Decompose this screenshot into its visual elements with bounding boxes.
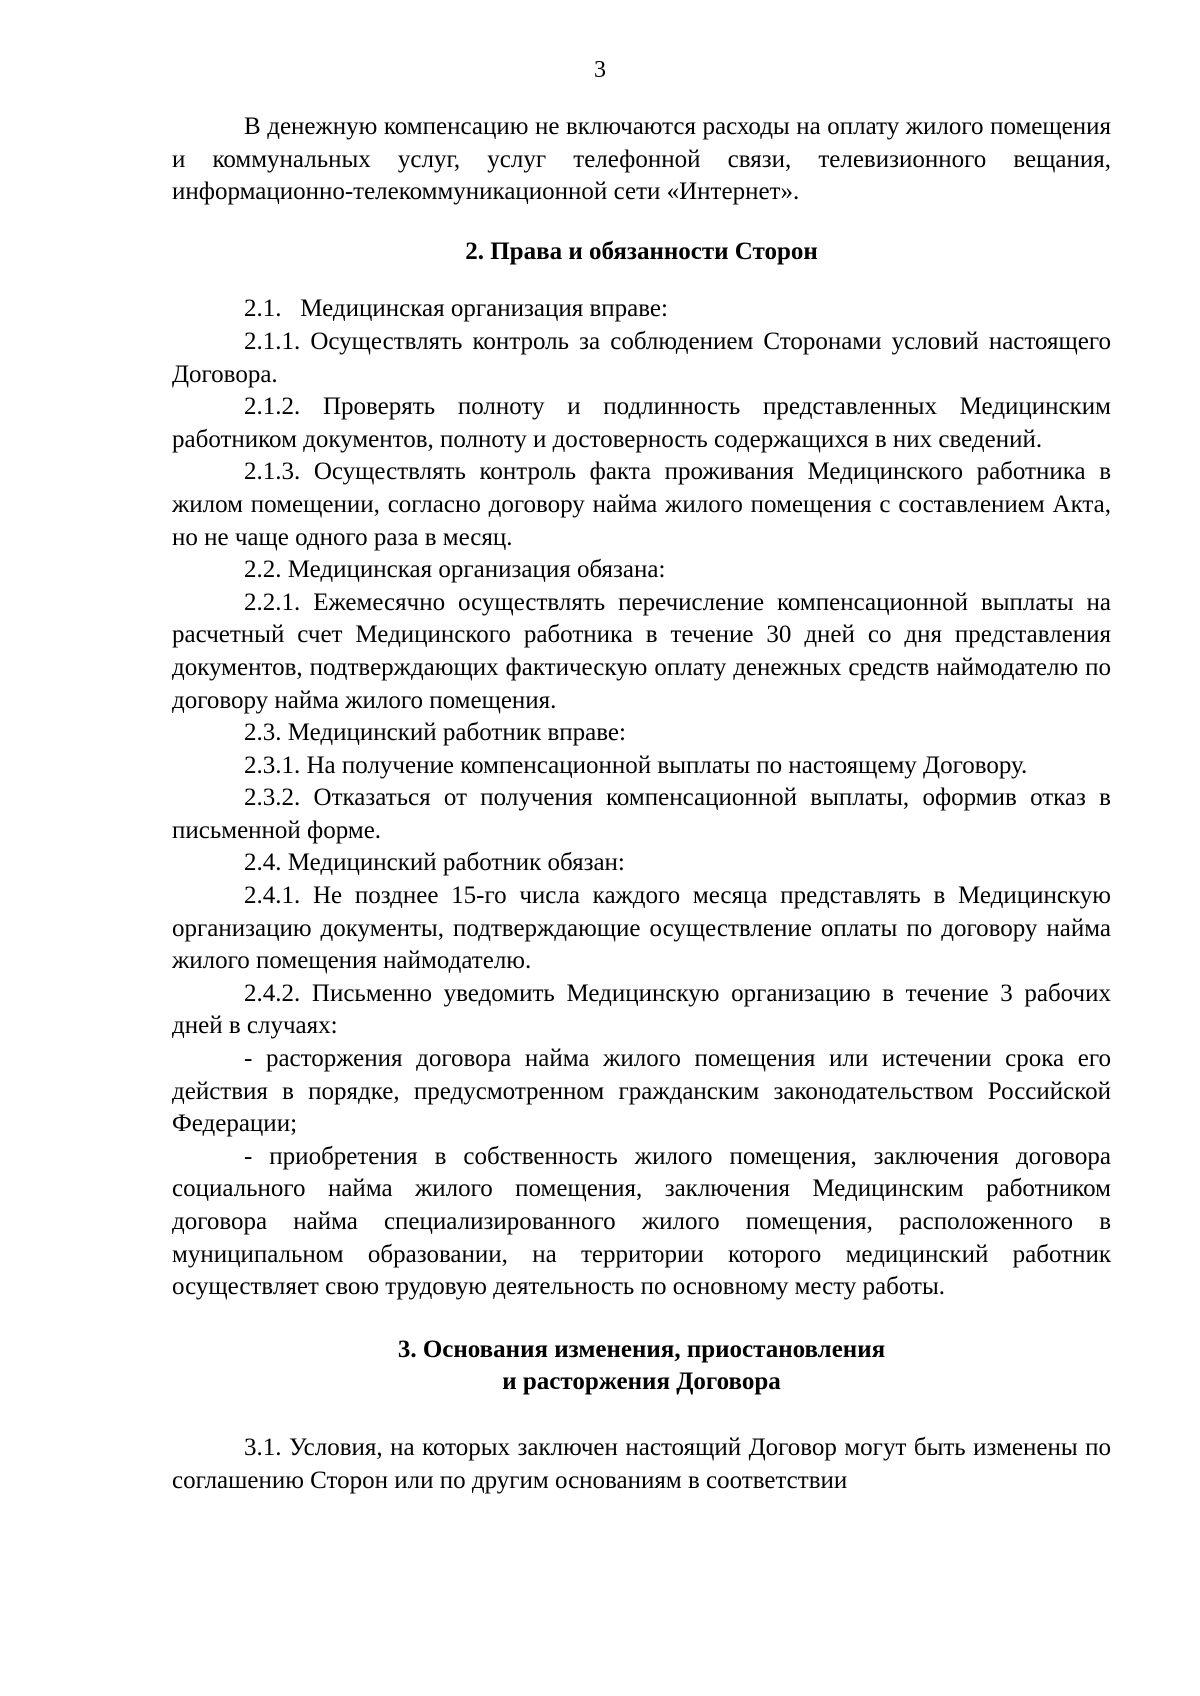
clause-2-3-2: 2.3.2. Отказаться от получения компенсационной выплаты, оформив отказ в письменной форме. — [172, 784, 1111, 844]
section-2-title: 2. Права и обязанности Сторон — [465, 237, 818, 265]
clause-2-3: 2.3. Медицинский работник вправе: — [244, 719, 626, 747]
clause-2-2: 2.2. Медицинская организация обязана: — [244, 556, 666, 584]
clause-2-1-1: 2.1.1. Осуществлять контроль за соблюдением Сторонами условий настоящего Договора. — [172, 327, 1111, 388]
section-3-title — [172, 1334, 1111, 1399]
clause-2-1-3: 2.1.3. Осуществлять контроль факта проживания Медицинского работника в жилом помещении, согласно договору найма жилого помещения с составлением Акта, но не чаще одного раза в месяц. — [172, 458, 1111, 551]
clause-2-1: 2.1. Медицинская организация вправе: — [244, 295, 668, 323]
page-number: 3 — [594, 57, 606, 83]
clause-2-4-2: 2.4.2. Письменно уведомить Медицинскую организацию в течение 3 рабочих дней в случаях: — [172, 979, 1111, 1040]
clause-2-1-2: 2.1.2. Проверять полноту и подлинность представленных Медицинским работником документов, полноту и достоверность содержащихся в них сведений. — [172, 393, 1111, 453]
section-3-title-line-1: 3. Основания изменения, приостановления — [397, 1335, 886, 1363]
page-content — [172, 111, 1111, 1497]
clause-2-4-1: 2.4.1. Не позднее 15-го числа каждого месяца представлять в Медицинскую организацию документы, подтверждающие осуществление оплаты по договору найма жилого помещения наймодателю. — [172, 882, 1111, 975]
clause-2-4-2-item-2: - приобретения в собственность жилого помещения, заключения договора социального найма жилого помещения, заключения Медицинским работником договора найма специализированного жилого помещения, расположенного в муниципальном образовании, на территории которого медицинский работник осуществляет свою трудовую деятельность по основному месту работы. — [172, 1142, 1111, 1301]
clause-2-4-2-item-1: - расторжения договора найма жилого помещения или истечении срока его действия в порядке, предусмотренном гражданским законодательством Российской Федерации; — [172, 1045, 1111, 1138]
section-3-title-line-2: и расторжения Договора — [502, 1368, 781, 1396]
clause-2-2-1: 2.2.1. Ежемесячно осуществлять перечисление компенсационной выплаты на расчетный счет Медицинского работника в течение 30 дней со дня представления документов, подтверждающих фактическую оплату денежных средств наймодателю по договору найма жилого помещения. — [172, 588, 1111, 714]
clause-2-4: 2.4. Медицинский работник обязан: — [244, 849, 625, 877]
intro-paragraph: В денежную компенсацию не включаются расходы на оплату жилого помещения и коммунальных услуг, услуг телефонной связи, телевизионного вещания, информационно-телекоммуникационной сети «Интернет». — [172, 113, 1111, 206]
clause-2-3-1: 2.3.1. На получение компенсационной выплаты по настоящему Договору. — [244, 751, 1028, 779]
clause-3-1: 3.1. Условия, на которых заключен настоящий Договор могут быть изменены по соглашению Сторон или по другим основаниям в соответствии — [172, 1433, 1111, 1494]
